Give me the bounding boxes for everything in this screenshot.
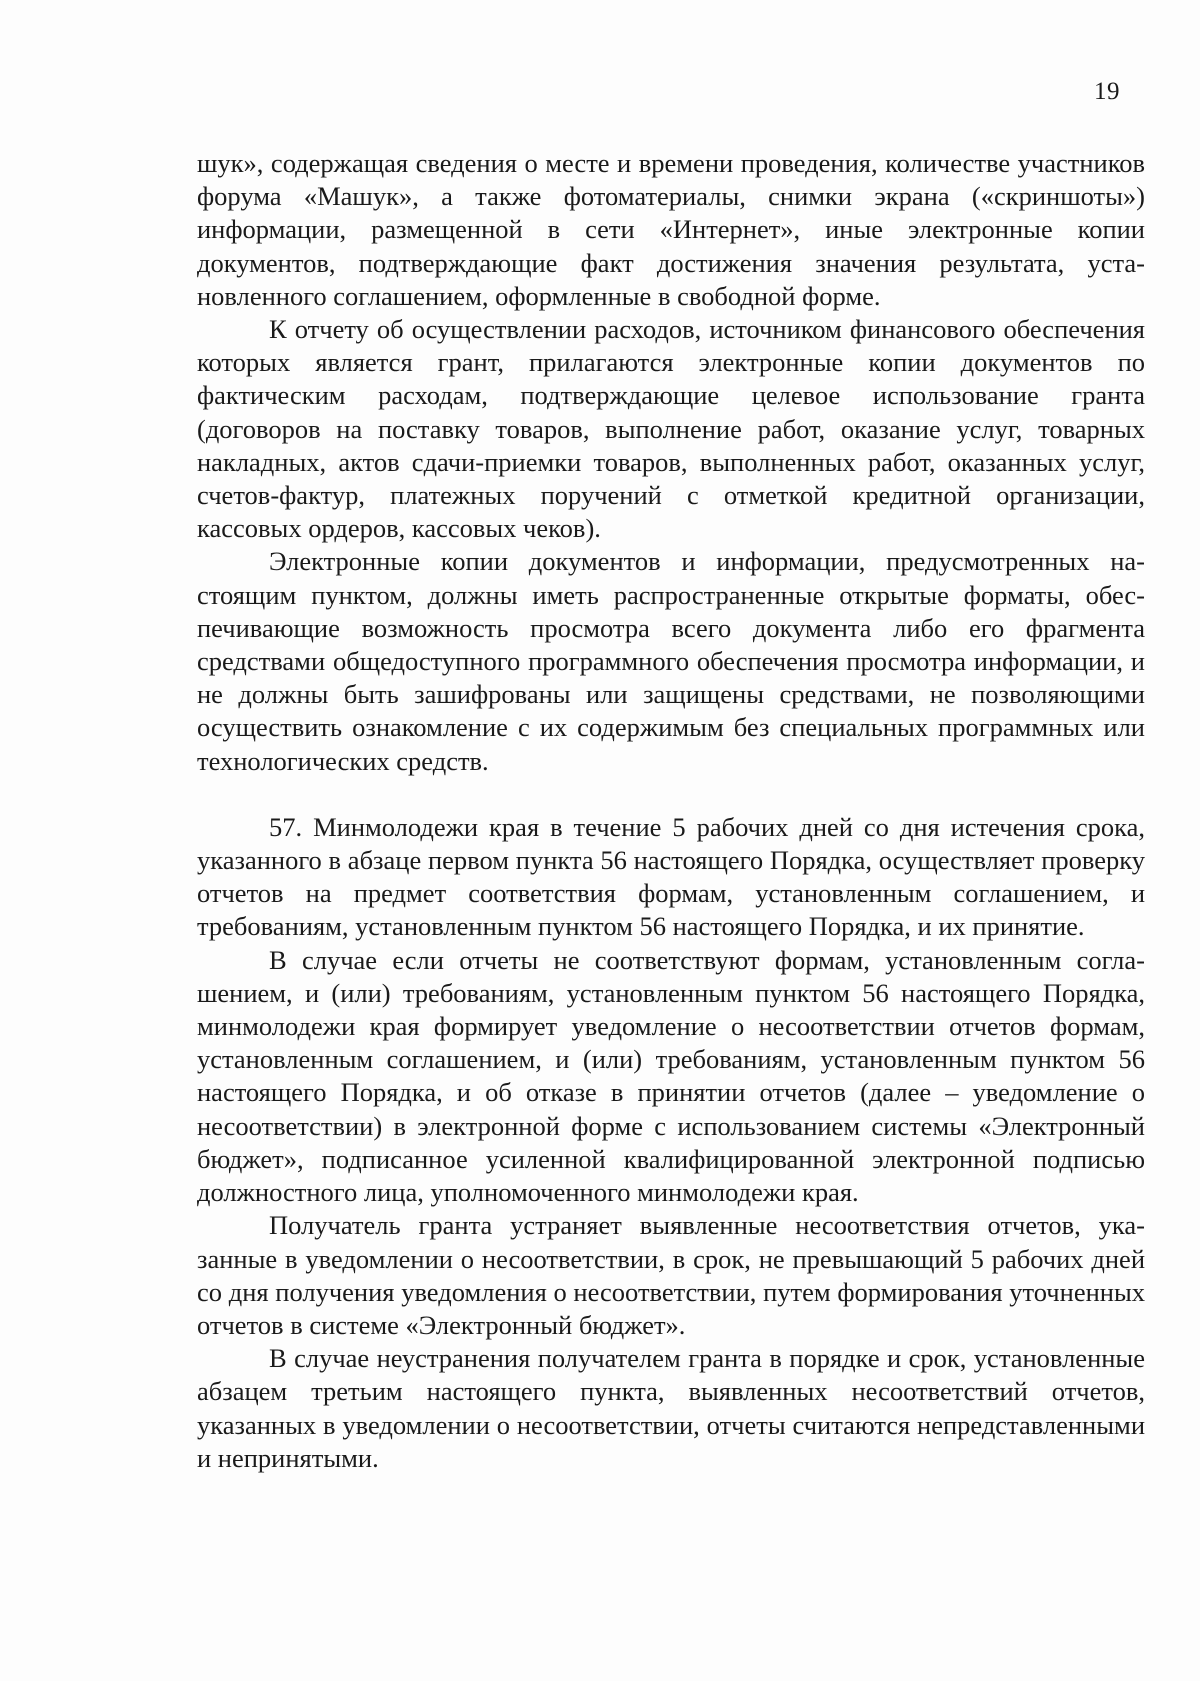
paragraph-correction: Получатель гранта устраняет выявленные несоответствия отчетов, указанные в уведомлении о несоответствии, в срок, не превышающий 5 рабочих дней со дня получения уведомления о несоответствии, путем формирования уточненных отчетов в системе «Электронный бюджет». bbox=[197, 1210, 1145, 1340]
paragraph-formats: Электронные копии документов и информации, предусмотренных настоящим пунктом, должны иметь распространенные открытые форматы, обеспечивающие возможность просмотра всего документа либо его фрагмента средствами общедоступного программного обеспечения просмотра информации, и не должны быть зашифрованы или защищены средствами, не позволяющими осуществить ознакомление с их содержимым без специальных программных или технологических средств. bbox=[197, 546, 1145, 776]
paragraph-consequence: В случае неустранения получателем гранта в порядке и срок, установленные абзацем третьим настоящего пункта, выявленных несоответствий отчетов, указанных в уведомлении о несоответствии, отчеты считаются непредставленными и непринятыми. bbox=[197, 1343, 1145, 1473]
paragraph-spacer bbox=[197, 778, 1145, 811]
document-body bbox=[197, 147, 1145, 1475]
paragraph-attachments: К отчету об осуществлении расходов, источником финансового обеспечения которых является грант, прилагаются электронные копии документов по фактическим расходам, подтверждающие целевое использование гранта (договоров на поставку товаров, выполнение работ, оказание услуг, товарных накладных, актов сдачи-приемки товаров, выполненных работ, оказанных услуг, счетов-фактур, платежных поручений с отметкой кредитной организации, кассовых ордеров, кассовых чеков). bbox=[197, 314, 1145, 544]
paragraph-non-compliance: В случае если отчеты не соответствуют формам, установленным соглашением, и (или) требованиям, установленным пунктом 56 настоящего Порядка, минмолодежи края формирует уведомление о несоответствии отчетов формам, установленным соглашением, и (или) требованиям, установленным пунктом 56 настоящего Порядка, и об отказе в принятии отчетов (далее – уведомление о несоответствии) в электронной форме с использованием системы «Электронный бюджет», подписанное усиленной квалифицированной электронной подписью должностного лица, уполномоченного минмолодежи края. bbox=[197, 944, 1145, 1208]
page-number: 19 bbox=[1094, 78, 1120, 105]
paragraph-continuation: шук», содержащая сведения о месте и времени проведения, количестве участников форума «Машук», а также фотоматериалы, снимки экрана («скриншоты») информации, размещенной в сети «Интернет», иные электронные копии документов, подтверждающие факт достижения значения результата, установленного соглашением, оформленные в свободной форме. bbox=[197, 148, 1145, 311]
paragraph-item-57: 57. Минмолодежи края в течение 5 рабочих дней со дня истечения срока, указанного в абзаце первом пункта 56 настоящего Порядка, осуществляет проверку отчетов на предмет соответствия формам, установленным соглашением, и требованиям, установленным пунктом 56 настоящего Порядка, и их принятие. bbox=[197, 811, 1145, 942]
